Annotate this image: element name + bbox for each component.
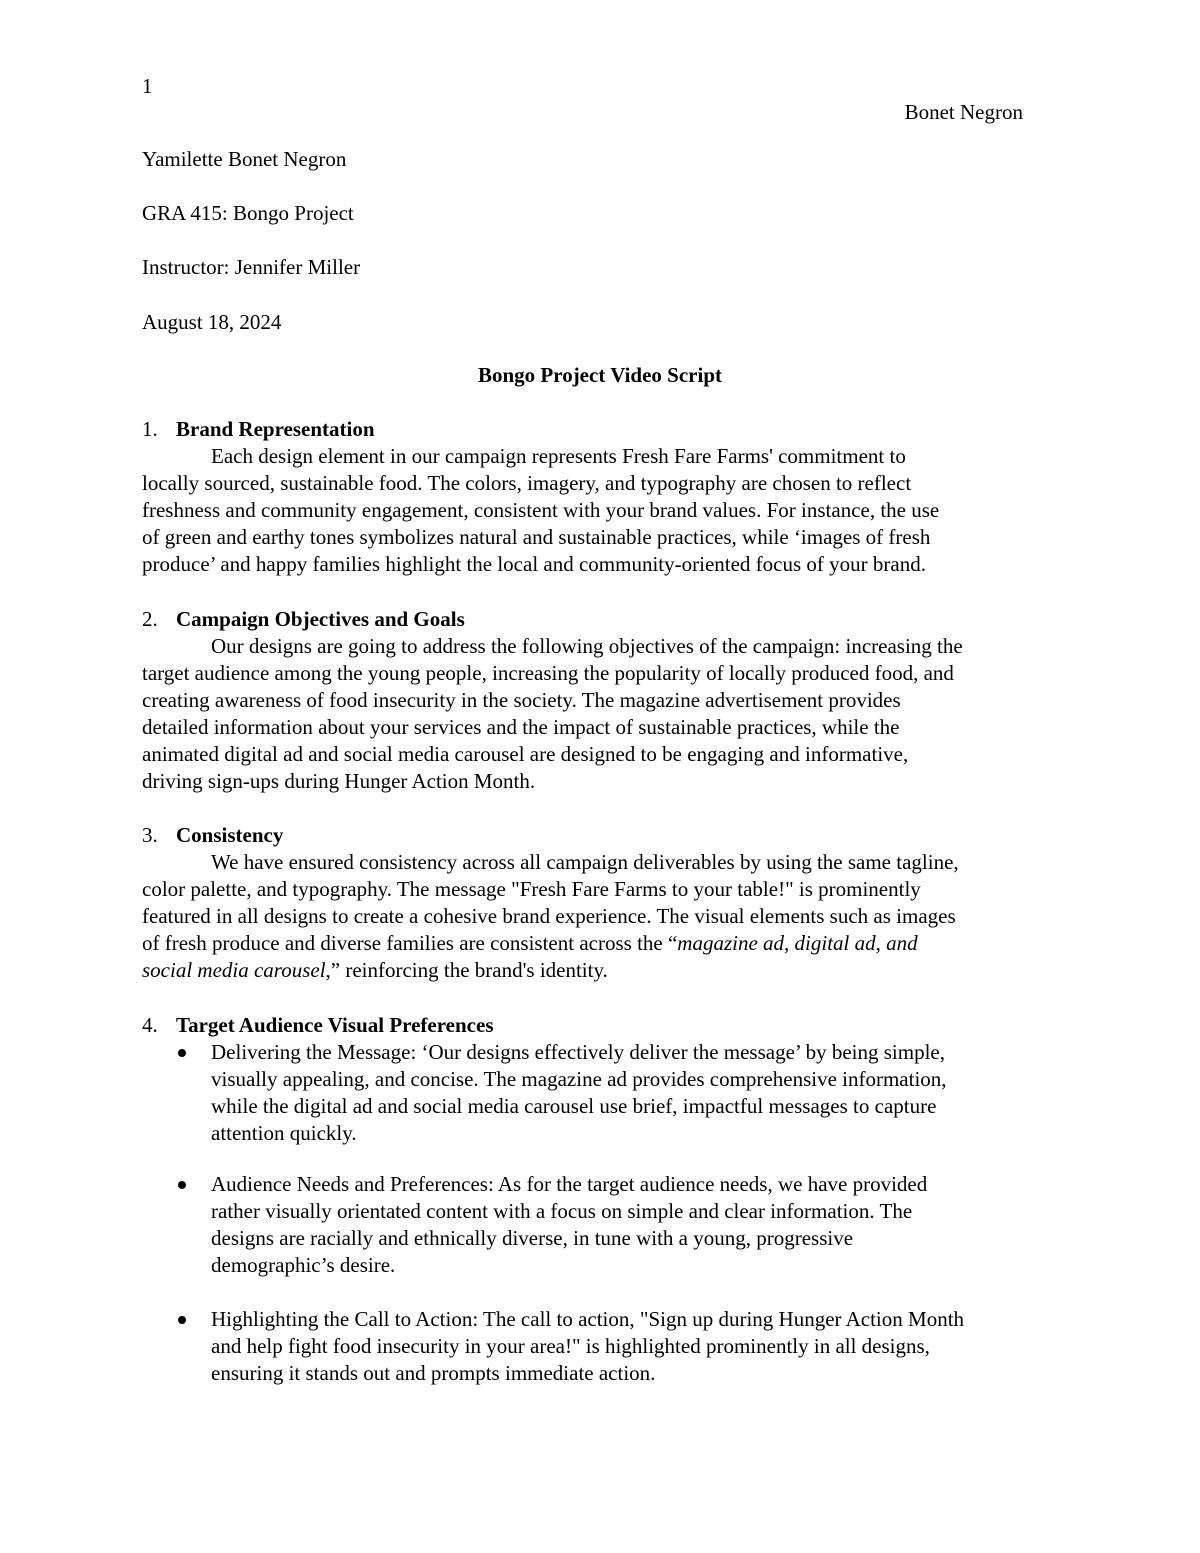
bullet-line: rather visually orientated content with a focus on simple and clear information. The — [211, 1199, 913, 1223]
bullet-line: designs are racially and ethnically diverse, in tune with a young, progressive — [211, 1226, 854, 1250]
bullet-line: Highlighting the Call to Action: The call to action, "Sign up during Hunger Action Month — [211, 1307, 965, 1331]
author-name: Yamilette Bonet Negron — [142, 147, 347, 171]
italic-text: social media carousel — [142, 958, 326, 982]
body-line: of green and earthy tones symbolizes natural and sustainable practices, while ‘images of fresh — [142, 525, 931, 549]
bullet-icon — [178, 1049, 186, 1057]
bullet-list — [142, 1306, 1072, 1387]
body-line: featured in all designs to create a cohesive brand experience. The visual elements such as images — [142, 904, 956, 928]
bullet-line: while the digital ad and social media carousel use brief, impactful messages to capture — [211, 1094, 937, 1118]
list-item — [142, 1306, 1072, 1387]
body-line: freshness and community engagement, consistent with your brand values. For instance, the use — [142, 498, 940, 522]
section-body — [142, 633, 1072, 795]
section-target-audience — [142, 1012, 1072, 1039]
body-line: detailed information about your services and the impact of sustainable practices, while the — [142, 715, 900, 739]
bullet-line: attention quickly. — [211, 1121, 357, 1145]
body-line: animated digital ad and social media carousel are designed to be engaging and informative, — [142, 742, 909, 766]
body-line: Our designs are going to address the following objectives of the campaign: increasing the — [211, 634, 963, 658]
bullet-line: Delivering the Message: ‘Our designs effectively deliver the message’ by being simple, — [211, 1040, 946, 1064]
body-line — [142, 957, 1072, 984]
body-line: We have ensured consistency across all campaign deliverables by using the same tagline, — [211, 850, 959, 874]
instructor-name: Instructor: Jennifer Miller — [142, 255, 361, 279]
bullet-icon — [178, 1316, 186, 1324]
section-body — [142, 443, 1072, 578]
document-date: August 18, 2024 — [142, 310, 282, 334]
section-heading: Target Audience Visual Preferences — [176, 1013, 494, 1037]
section-number: 1. — [142, 417, 158, 441]
section-heading: Consistency — [176, 823, 284, 847]
running-head: Bonet Negron — [904, 100, 1023, 124]
section-brand-representation — [142, 416, 1072, 578]
bullet-line: demographic’s desire. — [211, 1253, 396, 1277]
course-name: GRA 415: Bongo Project — [142, 201, 354, 225]
section-heading: Brand Representation — [176, 417, 375, 441]
bullet-line: Audience Needs and Preferences: As for the target audience needs, we have provided — [211, 1172, 928, 1196]
body-line: locally sourced, sustainable food. The colors, imagery, and typography are chosen to reflect — [142, 471, 912, 495]
page-number: 1 — [142, 74, 153, 98]
bullet-list — [142, 1171, 1072, 1279]
list-item — [142, 1039, 1072, 1147]
body-text: ,” reinforcing the brand's identity. — [325, 958, 608, 982]
body-line: creating awareness of food insecurity in the society. The magazine advertisement provides — [142, 688, 901, 712]
body-line: Each design element in our campaign represents Fresh Fare Farms' commitment to — [211, 444, 906, 468]
section-consistency — [142, 822, 1072, 984]
section-number: 2. — [142, 607, 158, 631]
section-heading: Campaign Objectives and Goals — [176, 607, 465, 631]
body-line: color palette, and typography. The message "Fresh Fare Farms to your table!" is prominently — [142, 877, 921, 901]
body-line: driving sign-ups during Hunger Action Month. — [142, 769, 536, 793]
body-text: of fresh produce and diverse families are consistent across the “ — [142, 931, 678, 955]
body-line: target audience among the young people, increasing the popularity of locally produced food, and — [142, 661, 954, 685]
document-title: Bongo Project Video Script — [477, 363, 722, 387]
section-body — [142, 849, 1072, 984]
bullet-line: and help fight food insecurity in your area!" is highlighted prominently in all designs, — [211, 1334, 930, 1358]
bullet-line: visually appealing, and concise. The magazine ad provides comprehensive information, — [211, 1067, 947, 1091]
italic-text: magazine ad, digital ad, and — [677, 931, 918, 955]
section-campaign-objectives — [142, 606, 1072, 795]
bullet-list — [142, 1039, 1072, 1147]
bullet-icon — [178, 1181, 186, 1189]
bullet-line: ensuring it stands out and prompts immediate action. — [211, 1361, 656, 1385]
list-item — [142, 1171, 1072, 1279]
body-line — [142, 930, 1072, 957]
body-line: produce’ and happy families highlight the local and community-oriented focus of your brand. — [142, 552, 926, 576]
section-number: 3. — [142, 823, 158, 847]
section-number: 4. — [142, 1013, 158, 1037]
